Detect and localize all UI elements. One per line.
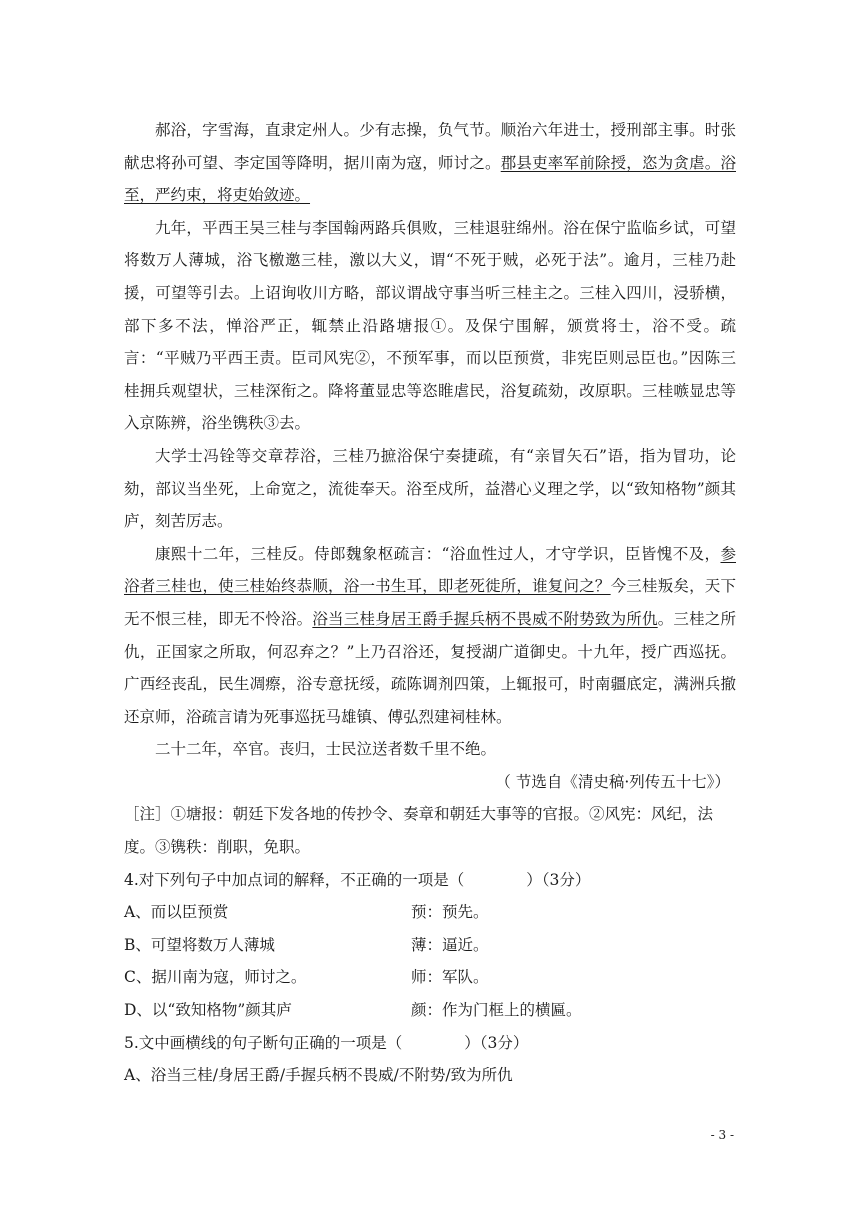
option-text: A、而以臣预赏 [124,903,229,922]
page-number: - 3 - [710,1128,734,1142]
option-text: B、可望将数万人薄城 [124,935,275,954]
paragraph-3-text: 大学士冯铨等交章荐浴，三桂乃摭浴保宁奏捷疏，有“亲冒矢石”语，指为冒功，论劾，部议当坐死，上命宽之，流徙奉天。浴至戍所，益潜心义理之学，以“致知格物”颜其庐，刻苦厉志。 [124,446,736,531]
question-4-option-b [124,929,736,962]
question-5-stem: 5.文中画横线的句子断句正确的一项是（ ）（3分） [124,1033,529,1052]
paragraph-4-text-c: 。三桂之所仇，正国家之所取，何忍弃之？”上乃召浴还，复授湖广道御史。十九年，授广西巡抚。广西经丧乱，民生凋瘵，浴专意抚绥，疏陈调剂四策，上辄报可，时南疆底定，满洲兵撤还京师，浴疏言请为死事巡抚马雄镇、傅弘烈建祠桂林。 [124,609,736,726]
paragraph-3 [124,440,736,538]
option-explanation: 预：预先。 [411,903,489,922]
paragraph-4 [124,538,736,734]
paragraph-4-text-a: 康熙十二年，三桂反。侍郎魏象枢疏言：“浴血性过人，才守学识，臣皆愧不及， [155,544,721,563]
source-citation: （ 节选自《清史稿·列传五十七》） [495,772,730,791]
question-5-option-a: A、浴当三桂/身居王爵/手握兵柄不畏威/不附势/致为所仇 [124,1066,513,1085]
paragraph-2 [124,212,736,440]
paragraph-4-text-b: 今三桂叛矣，天下无不恨三桂，即无不怜浴。 [124,577,736,628]
option-explanation: 颜：作为门框上的横匾。 [411,1001,582,1020]
option-text: D、以“致知格物”颜其庐 [124,1001,292,1020]
paragraph-4-underlined-a: 参浴者三桂也，使三桂始终恭顺，浴一书生耳，即老死徙所，谁复问之？ [124,544,736,596]
question-4-stem: 4.对下列句子中加点词的解释，不正确的一项是（ ）（3分） [124,870,591,889]
article-body [124,114,736,1092]
option-explanation: 薄：逼近。 [411,935,489,954]
question-4-option-c [124,961,736,994]
paragraph-5-text: 二十二年，卒官。丧归，士民泣送者数千里不绝。 [155,740,497,759]
annotation-notes: ［注］①塘报：朝廷下发各地的传抄令、奏章和朝廷大事等的官报。②风宪：风纪，法度。③镌秩：削职，免职。 [124,805,714,857]
option-text: C、据川南为寇，师讨之。 [124,968,307,987]
paragraph-5 [124,733,736,766]
paragraph-1-text: 郝浴，字雪海，直隶定州人。少有志操，负气节。顺治六年进士，授刑部主事。时张献忠将孙可望、李定国等降明，据川南为寇，师讨之。 [124,121,736,172]
question-4-option-d [124,994,736,1027]
paragraph-1-underlined: 郡县吏率军前除授，恣为贪虐。浴至，严约束，将吏始敛迹。 [124,153,736,205]
paragraph-1 [124,114,736,212]
paragraph-4-underlined-b: 浴当三桂身居王爵手握兵柄不畏威不附势致为所仇 [312,609,658,628]
paragraph-2-text: 九年，平西王吴三桂与李国翰两路兵俱败，三桂退驻绵州。浴在保宁监临乡试，可望将数万人薄城，浴飞檄邀三桂，激以大义，谓“不死于贼，必死于法”。逾月，三桂乃赴援，可望等引去。上诏询收川方略，部议谓战守事当听三桂主之。三桂入四川，浸骄横，部下多不法，惮浴严正，辄禁止沿路塘报①。及保宁围解，颁赏将士，浴不受。疏言：“平贼乃平西王责。臣司风宪②，不预军事，而以臣预赏，非宪臣则忌臣也。”因陈三桂拥兵观望状，三桂深衔之。降将董显忠等恣睢虐民，浴复疏劾，改原职。三桂嗾显忠等入京陈辨，浴坐镌秩③去。 [124,218,736,433]
option-explanation: 师：军队。 [411,968,489,987]
question-4-option-a [124,896,736,929]
